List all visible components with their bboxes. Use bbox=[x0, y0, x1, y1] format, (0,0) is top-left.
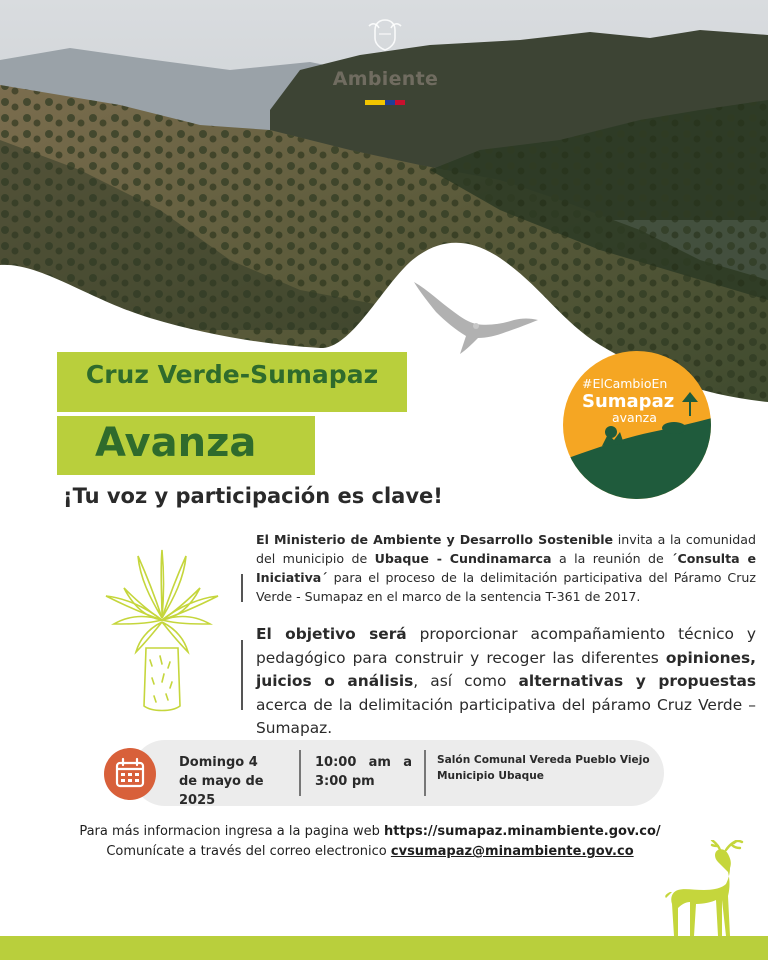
title-line-2: Avanza bbox=[95, 420, 257, 466]
logo-text: Ambiente bbox=[332, 68, 439, 90]
badge-hashtag: #ElCambioEn bbox=[582, 376, 668, 391]
mail-label: Comunícate a través del correo electronico bbox=[106, 844, 391, 859]
email-link[interactable]: cvsumapaz@minambiente.gov.co bbox=[390, 844, 634, 859]
event-place bbox=[437, 752, 657, 784]
event-place-line-1: Salón Comunal Vereda Pueblo Viejo bbox=[437, 754, 650, 766]
campaign-badge bbox=[562, 350, 712, 500]
calendar-badge bbox=[104, 748, 156, 800]
intro-meeting: ´Consulta e Iniciativa´ bbox=[256, 551, 756, 585]
web-label: Para más informacion ingresa a la pagina web bbox=[79, 824, 384, 839]
event-date: Domingo 4 de mayo de 2025 bbox=[179, 755, 264, 808]
contact-info bbox=[0, 822, 740, 862]
intro-paragraph bbox=[256, 530, 756, 606]
title-line-1-block bbox=[57, 352, 407, 412]
badge-word: Sumapaz bbox=[582, 391, 675, 412]
event-separator-2 bbox=[424, 750, 426, 796]
objective-text-1: proporcionar acompañamiento técnico y pedagógico para construir y recoger las diferentes bbox=[256, 625, 757, 667]
event-time: 10:00 am a 3:00 pm bbox=[315, 755, 412, 789]
objective-text-3: acerca de la delimitación participativa del páramo Cruz Verde – Sumapaz. bbox=[256, 695, 756, 737]
calendar-icon bbox=[104, 748, 156, 800]
title-line-1: Cruz Verde-Sumapaz bbox=[85, 360, 379, 389]
badge-tag: avanza bbox=[612, 410, 657, 425]
bottom-accent-bar bbox=[0, 936, 768, 960]
intro-text-1: invita a la comunidad del municipio de bbox=[256, 532, 756, 566]
event-place-line-2: Municipio Ubaque bbox=[437, 770, 544, 782]
intro-divider bbox=[241, 574, 243, 602]
subtitle: ¡Tu voz y participación es clave! bbox=[63, 484, 443, 508]
objective-bold-1: opiniones, juicios o análisis bbox=[256, 648, 756, 690]
deer-icon bbox=[664, 840, 746, 938]
intro-org: El Ministerio de Ambiente y Desarrollo Sostenible bbox=[256, 532, 614, 547]
ministry-logo bbox=[328, 12, 443, 96]
flag-stripe bbox=[365, 100, 405, 105]
objective-bold-2: alternativas y propuestas bbox=[518, 672, 756, 690]
intro-place: Ubaque - Cundinamarca bbox=[374, 551, 552, 566]
objective-divider bbox=[241, 640, 243, 710]
condor-icon bbox=[410, 278, 540, 358]
web-url-link[interactable]: https://sumapaz.minambiente.gov.co/ bbox=[384, 824, 661, 839]
objective-text-2: , así como bbox=[413, 672, 519, 690]
frailejon-icon bbox=[100, 548, 225, 713]
intro-text-2: a la reunión de bbox=[551, 551, 672, 566]
title-line-2-block bbox=[57, 416, 315, 475]
objective-paragraph bbox=[256, 623, 756, 741]
objective-lead: El objetivo será bbox=[256, 625, 407, 643]
event-separator-1 bbox=[299, 750, 301, 796]
intro-text-3: para el proceso de la delimitación participativa del Páramo Cruz Verde - Sumapaz en el marco de la sentencia T-361 de 2017. bbox=[256, 570, 756, 604]
coat-of-arms-icon bbox=[365, 16, 405, 52]
